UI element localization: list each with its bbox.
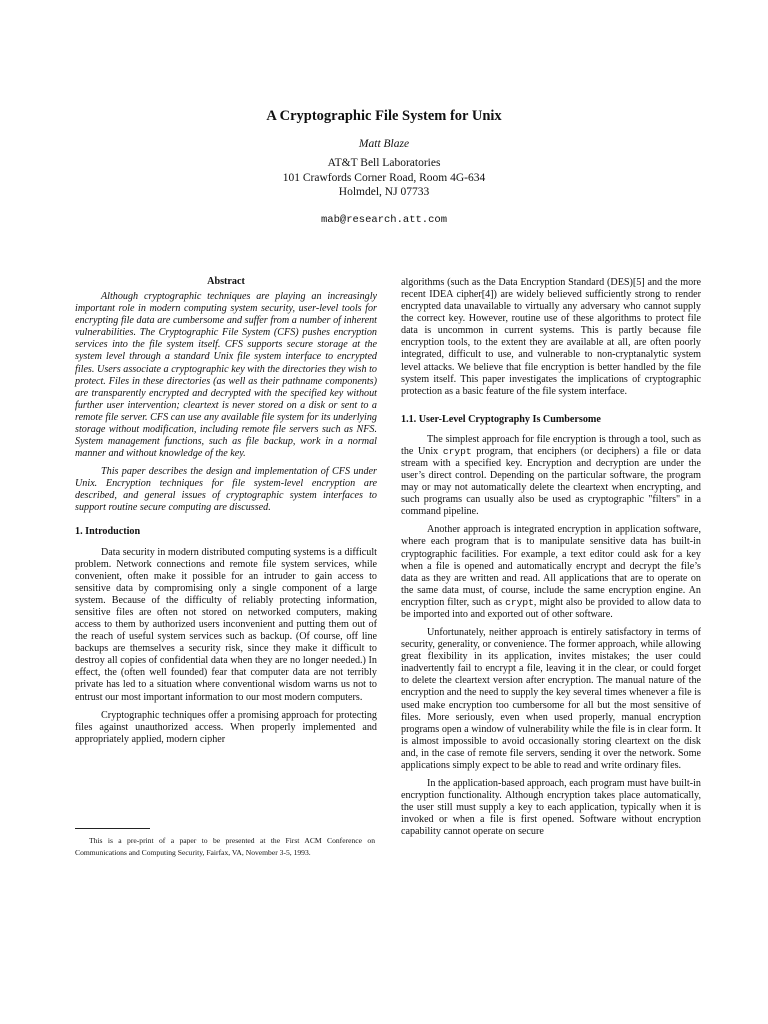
affiliation-line: 101 Crawfords Corner Road, Room 4G-634 bbox=[282, 171, 486, 184]
section-heading: 1.1. User-Level Cryptography Is Cumbersome bbox=[401, 413, 601, 425]
left-column bbox=[75, 276, 377, 746]
paragraph-text: , might also be provided to allow data to be imported into and exported out of other software. bbox=[401, 596, 702, 620]
body-paragraph: Cryptographic techniques offer a promising approach for protecting files against unauthorized access. When properly implemented and appropriately applied, modern cipher bbox=[75, 709, 377, 745]
paragraph-text: The simplest approach for file encryption is through a tool, such as the Unix bbox=[401, 433, 701, 457]
affiliation-line: Holmdel, NJ 07733 bbox=[338, 186, 430, 198]
abstract-paragraph: This paper describes the design and implementation of CFS under Unix. Encryption techniques for file system-level encryption are described, and general issues of cryptographic system interfaces to support routine secure computing are discussed. bbox=[75, 466, 377, 514]
body-paragraph: In the application-based approach, each program must have built-in encryption functionality. Although encryption takes place automatically, the user still must supply a key to each application, typically when it is invoked or when a file is first opened. Software without encryption capability cannot operate on secure bbox=[401, 777, 701, 838]
body-paragraph bbox=[401, 524, 701, 621]
footnote-text: This is a pre-print of a paper to be presented at the First ACM Conference on Communications and Computing Security, Fairfax, VA, November 3-5, 1993. bbox=[75, 836, 375, 857]
body-paragraph: Unfortunately, neither approach is entirely satisfactory in terms of security, generality, or convenience. The former approach, while allowing great flexibility in its application, invites mistakes; the user could inadvertently fail to encrypt a file, leaving it in the clear, or could forget to delete the cleartext version after encryption. The manual nature of the encryption and the need to supply the key several times whenever a file is used make encryption too cumbersome for all but the most sensitive of files. More seriously, even when used properly, manual encryption programs open a window of vulnerability while the file is in clear form. It is almost impossible to avoid occasionally storing cleartext on the disk and, in the case of remote file servers, sending it over the network. Some applications simply expect to be able to read and write ordinary files. bbox=[401, 627, 701, 771]
paragraph-text: Another approach is integrated encryption in application software, where each program that is to manipulate sensitive data has built-in cryptographic facilities. For example, a text editor could ask for a key when a file is opened and automatically encrypt and decrypt the file’s data as they are written and read. All applications that are to operate on the same data must, of course, include the same encryption engine. An encryption filter, such as bbox=[401, 524, 701, 608]
body-paragraph: Data security in modern distributed computing systems is a difficult problem. Network connections and remote file system services, while convenient, often make it possible for an intruder to gain access to sensitive data by compromising only a single component of a large system. Because of the difficulty of reliably protecting information, sensitive files are often not stored on networked computers, making access to them by authorized users inconvenient and putting them out of the reach of useful system services such as backup. (Of course, off line backups are themselves a security risk, since they make it difficult to destroy all copies of confidential data when they are no longer needed.) In effect, the (often well founded) fear that computer data are not terribly private has led to a situation where conventional wisdom warns us not to entrust our most important information to our most modern computers. bbox=[75, 546, 377, 703]
footnote-rule bbox=[75, 828, 150, 829]
abstract-heading: Abstract bbox=[207, 276, 245, 287]
paper-title: A Cryptographic File System for Unix bbox=[266, 108, 502, 124]
body-paragraph bbox=[401, 434, 701, 519]
right-column bbox=[401, 277, 701, 838]
paragraph-text: program, that enciphers (or deciphers) a file or data stream with a specified key. Encryption and decryption are under the user’s direct control. Depending on the particular software, the program may or may not automatically delete the cleartext when encrypting, and such programs can usually also be used as cryptographic "filters" in a command pipeline. bbox=[401, 445, 701, 518]
affiliation-line: AT&T Bell Laboratories bbox=[327, 157, 441, 169]
footnote bbox=[75, 828, 375, 858]
abstract-paragraph: Although cryptographic techniques are playing an increasingly important role in modern computing system security, user-level tools for encrypting file data are cumbersome and suffer from a number of inherent vulnerabilities. The Cryptographic File System (CFS) pushes encryption services into the file system itself. CFS supports secure storage at the system level through a standard Unix file system interface to encrypted files. Users associate a cryptographic key with the directories they wish to protect. Files in these directories (as well as their pathname components) are transparently encrypted and decrypted with the specified key without further user intervention; cleartext is never stored on a disk or sent to a remote file server. CFS can use any available file system for its underlying storage without modification, including remote file servers such as NFS. System management functions, such as file backup, work in a normal manner and without knowledge of the key. bbox=[75, 291, 377, 460]
inline-code: crypt bbox=[442, 445, 472, 457]
author-email: mab@research.att.com bbox=[320, 213, 448, 226]
author-name: Matt Blaze bbox=[358, 138, 410, 150]
inline-code: crypt bbox=[505, 596, 534, 608]
affiliation bbox=[0, 156, 768, 200]
body-paragraph: algorithms (such as the Data Encryption Standard (DES)[5] and the more recent IDEA cipher[4]) are widely believed sufficiently strong to render encrypted data unavailable to virtually any adversary who cannot supply the correct key. However, routine use of these algorithms to protect file data is uncommon in current systems. This is partly because file encryption tools, to the extent they are available at all, are often poorly integrated, difficult to use, and vulnerable to non-cryptanalytic system level attacks. We believe that file encryption is better handled by the file system itself. This paper investigates the implications of cryptographic protection as a basic feature of the file system interface. bbox=[401, 277, 701, 397]
paper-header bbox=[0, 108, 768, 226]
section-heading: 1. Introduction bbox=[75, 526, 141, 538]
